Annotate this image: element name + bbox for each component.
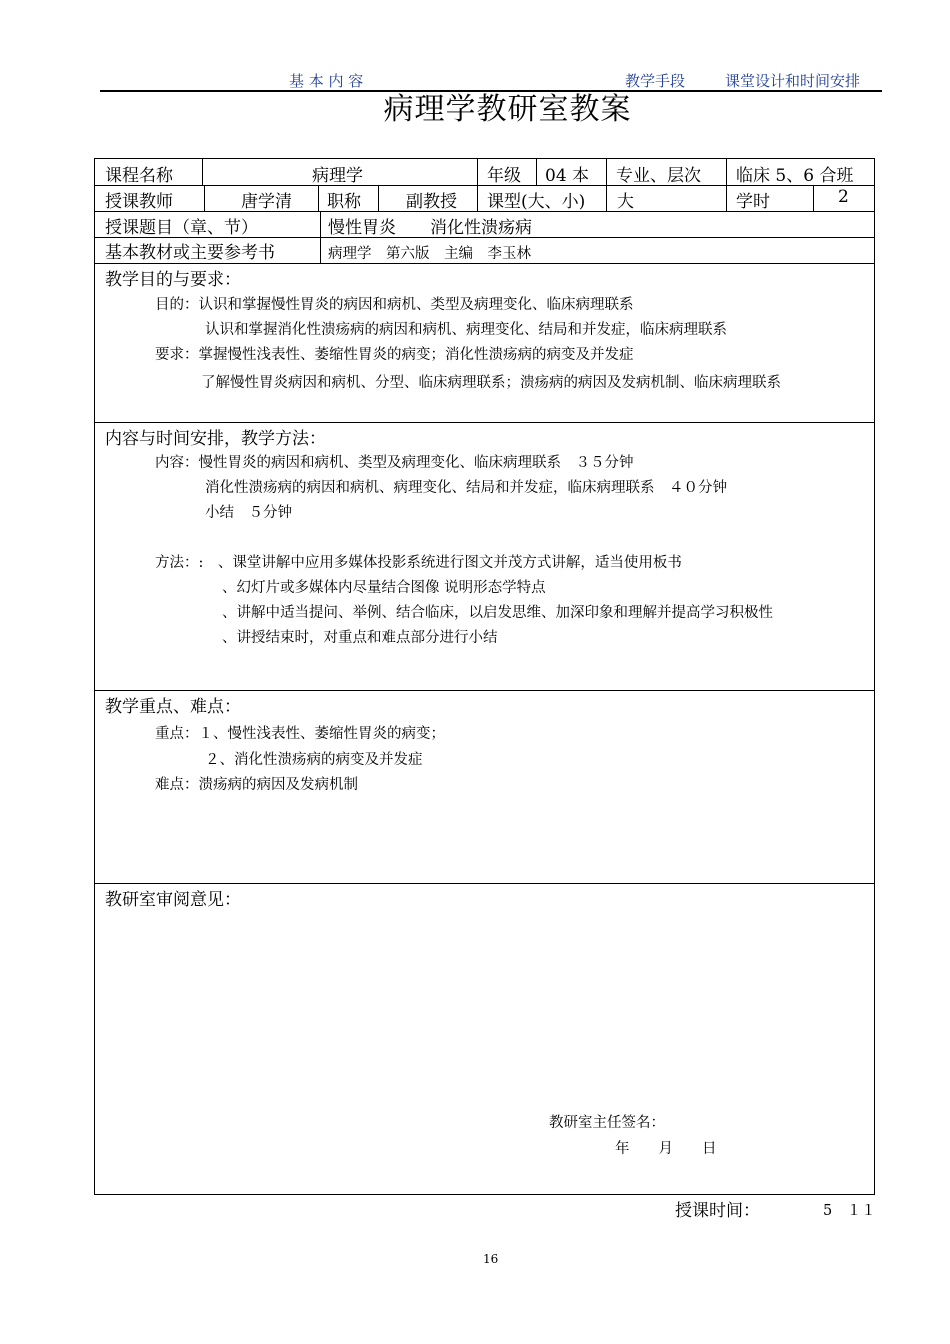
director-signature-label: 教研室主任签名： — [549, 1115, 665, 1131]
content-line: 内容：慢性胃炎的病因和病机、类型及病理变化、临床病理联系 ３５分钟 — [155, 455, 634, 471]
rank-label: 职称 — [327, 192, 361, 212]
col-rule — [813, 185, 814, 211]
keypoints-heading: 教学重点、难点： — [105, 697, 241, 717]
hours-value: 2 — [838, 187, 849, 207]
col-rule — [318, 185, 319, 211]
teaching-time-label: 授课时间： — [675, 1201, 760, 1221]
method-line: 方法：: 、课堂讲解中应用多媒体投影系统进行图文并茂方式讲解，适当使用板书 — [155, 555, 682, 571]
hours-label: 学时 — [736, 192, 770, 212]
keypoint-line: ２、消化性溃疡病的病变及并发症 — [205, 752, 423, 768]
header-basic-content: 基 本 内 容 — [289, 72, 364, 90]
col-rule — [477, 159, 478, 211]
page-number: 16 — [483, 1252, 499, 1266]
header-class-design: 课堂设计和时间安排 — [725, 72, 861, 90]
method-line: 、讲授结束时，对重点和难点部分进行小结 — [222, 630, 498, 646]
requirement-line: 了解慢性胃炎病因和病机、分型、临床病理联系；溃疡病的病因及发病机制、临床病理联系 — [201, 375, 781, 391]
section-rule — [95, 422, 874, 423]
method-line: 、幻灯片或多媒体内尽量结合图像 说明形态学特点 — [222, 580, 546, 596]
textbook-label: 基本教材或主要参考书 — [105, 243, 275, 263]
class-type-value: 大 — [617, 192, 634, 212]
keypoint-line: 重点：１、慢性浅表性、萎缩性胃炎的病变； — [155, 726, 445, 742]
col-rule — [726, 159, 727, 211]
course-name-value: 病理学 — [312, 166, 363, 186]
section-rule — [95, 883, 874, 884]
objective-line: 目的：认识和掌握慢性胃炎的病因和病机、类型及病理变化、临床病理联系 — [155, 297, 634, 313]
content-line: 消化性溃疡病的病因和病机、病理变化、结局和并发症，临床病理联系 ４０分钟 — [205, 480, 727, 496]
major-value: 临床 5、6 合班 — [736, 166, 854, 186]
row-rule — [95, 263, 874, 264]
grade-label: 年级 — [487, 166, 521, 186]
page-title: 病理学教研室教案 — [383, 92, 632, 127]
col-rule — [606, 159, 607, 211]
col-rule — [320, 211, 321, 263]
topic-label: 授课题目（章、节） — [105, 218, 258, 238]
difficulty-line: 难点：溃疡病的病因及发病机制 — [155, 777, 358, 793]
class-type-label: 课型(大、小) — [487, 192, 586, 212]
col-rule — [378, 185, 379, 211]
teacher-value: 唐学清 — [241, 192, 292, 212]
teacher-label: 授课教师 — [105, 192, 173, 212]
col-rule — [536, 159, 537, 185]
requirement-line: 要求：掌握慢性浅表性、萎缩性胃炎的病变；消化性溃疡病的病变及并发症 — [155, 347, 634, 363]
content-line: 小结 ５分钟 — [205, 505, 292, 521]
method-line: 、讲解中适当提问、举例、结合临床，以启发思维、加深印象和理解并提高学习积极性 — [222, 605, 773, 621]
grade-value: 04 本 — [545, 166, 590, 186]
topic-value: 慢性胃炎 消化性溃疡病 — [328, 218, 532, 238]
major-label: 专业、层次 — [616, 166, 701, 186]
col-rule — [202, 159, 203, 185]
teaching-time-value: 5 １１ — [823, 1203, 876, 1219]
lesson-plan-table — [94, 158, 875, 1195]
col-rule — [204, 185, 205, 211]
objectives-heading: 教学目的与要求： — [105, 270, 241, 290]
section-rule — [95, 690, 874, 691]
objective-line: 认识和掌握消化性溃疡病的病因和病机、病理变化、结局和并发症，临床病理联系 — [205, 322, 727, 338]
review-heading: 教研室审阅意见： — [105, 890, 241, 910]
header-teaching-means: 教学手段 — [625, 72, 686, 90]
review-date: 年 月 日 — [615, 1141, 717, 1157]
rank-value: 副教授 — [406, 192, 457, 212]
course-name-label: 课程名称 — [105, 166, 173, 186]
content-heading: 内容与时间安排，教学方法： — [105, 429, 326, 449]
textbook-value: 病理学 第六版 主编 李玉林 — [328, 246, 531, 262]
